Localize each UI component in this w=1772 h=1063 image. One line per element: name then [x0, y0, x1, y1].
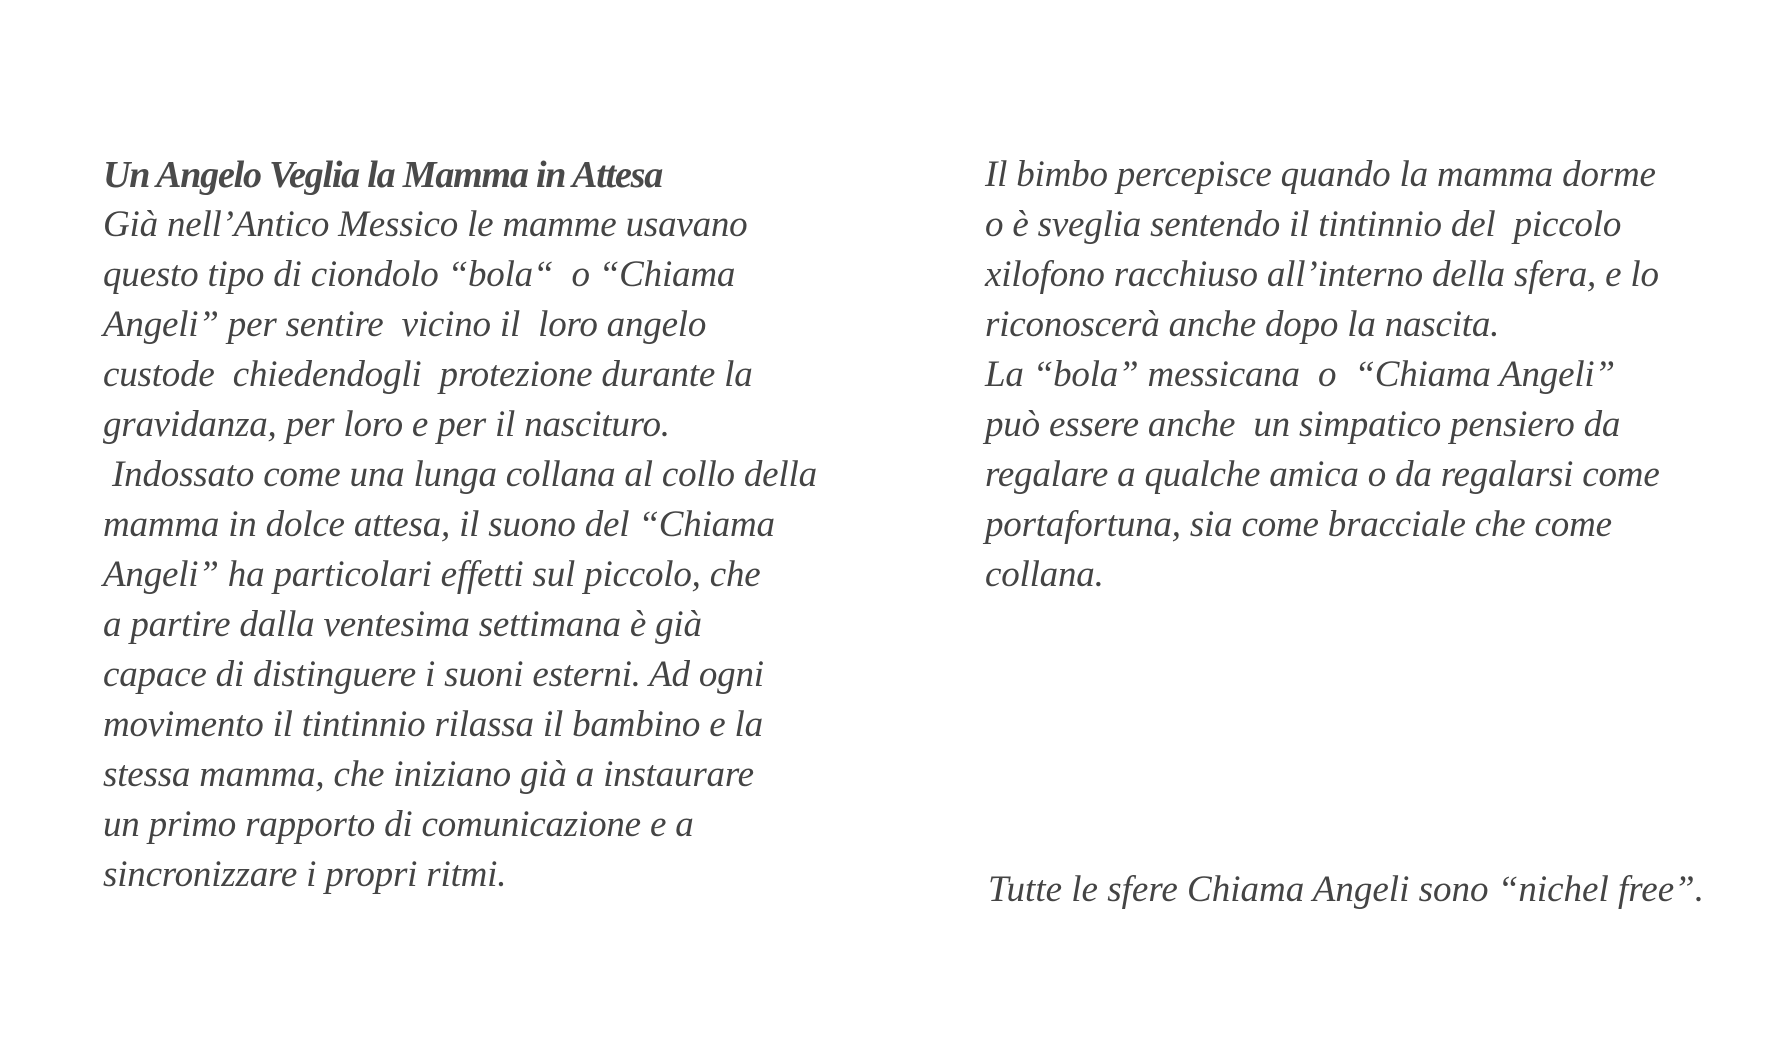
text-line: Angeli” per sentire vicino il loro angelo [103, 304, 707, 345]
text-line: un primo rapporto di comunicazione e a [103, 804, 694, 845]
text-line: Angeli” ha particolari effetti sul piccolo, che [103, 554, 761, 595]
nickel-free-note: Tutte le sfere Chiama Angeli sono “nichel free”. [988, 869, 1704, 910]
text-line: mamma in dolce attesa, il suono del “Chiama [103, 504, 775, 545]
text-line: sincronizzare i propri ritmi. [103, 854, 507, 895]
text-line: movimento il tintinnio rilassa il bambino e la [103, 704, 763, 745]
text-line: Indossato come una lunga collana al collo della [103, 454, 817, 495]
section-title: Un Angelo Veglia la Mamma in Attesa [103, 154, 663, 196]
text-line: stessa mamma, che iniziano già a instaurare [103, 754, 754, 795]
text-line: collana. [985, 554, 1104, 595]
text-line: a partire dalla ventesima settimana è già [103, 604, 702, 645]
left-column [103, 150, 823, 900]
right-column [985, 150, 1715, 600]
text-line: gravidanza, per loro e per il nascituro. [103, 404, 670, 445]
text-line: regalare a qualche amica o da regalarsi come [985, 454, 1660, 495]
text-line: o è sveglia sentendo il tintinnio del piccolo [985, 204, 1622, 245]
text-line: Il bimbo percepisce quando la mamma dorme [985, 154, 1656, 195]
text-line: Già nell’Antico Messico le mamme usavano [103, 204, 748, 245]
text-line: può essere anche un simpatico pensiero da [985, 404, 1621, 445]
text-line: riconoscerà anche dopo la nascita. [985, 304, 1500, 345]
text-line: custode chiedendogli protezione durante la [103, 354, 753, 395]
text-line: capace di distinguere i suoni esterni. Ad ogni [103, 654, 764, 695]
text-line: La “bola” messicana o “Chiama Angeli” [985, 354, 1615, 395]
text-line: questo tipo di ciondolo “bola“ o “Chiama [103, 254, 736, 295]
text-line: portafortuna, sia come bracciale che come [985, 504, 1612, 545]
text-line: xilofono racchiuso all’interno della sfera, e lo [985, 254, 1659, 295]
